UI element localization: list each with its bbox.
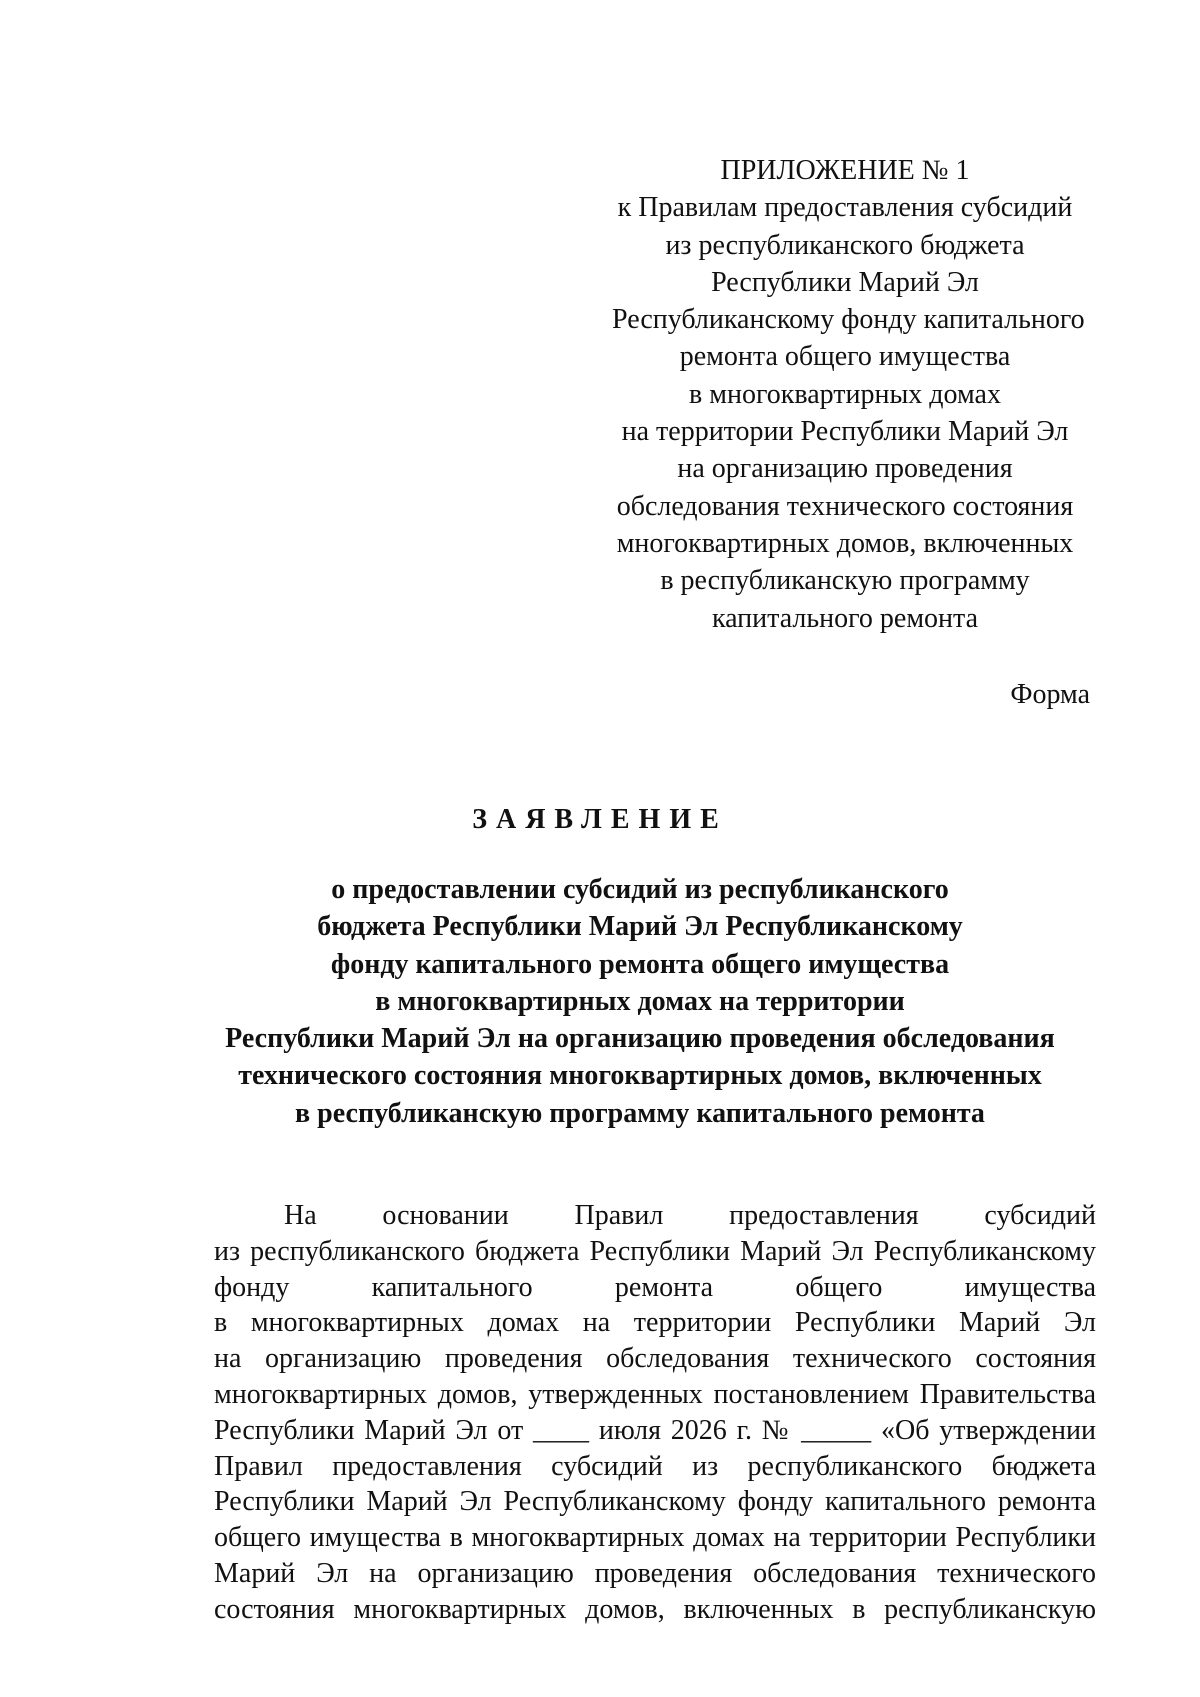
body-line: состояния многоквартирных домов, включенных в республиканскую — [214, 1593, 1096, 1625]
subtitle-line: фонду капитального ремонта общего имущества — [330, 948, 950, 980]
body-line: общего имущества в многоквартирных домах на территории Республики — [214, 1522, 1096, 1554]
appendix-line: многоквартирных домов, включенных — [616, 527, 1074, 559]
body-line: Марий Эл на организацию проведения обследования технического — [214, 1557, 1096, 1589]
subtitle-line: бюджета Республики Марий Эл Республиканскому — [317, 911, 963, 943]
body-line: Республики Марий Эл Республиканскому фонду капитального ремонта — [214, 1486, 1096, 1518]
appendix-line: в республиканскую программу — [660, 565, 1030, 597]
appendix-line: Республики Марий Эл — [711, 266, 979, 298]
appendix-line: ремонта общего имущества — [679, 341, 1011, 373]
appendix-line: Республиканскому фонду капитального — [612, 304, 1085, 336]
appendix-header — [612, 152, 1085, 637]
appendix-line: капитального ремонта — [711, 602, 979, 634]
appendix-line: обследования технического состояния — [616, 490, 1074, 522]
subtitle-line: в многоквартирных домах на территории — [375, 985, 905, 1017]
body-line: фонду капитального ремонта общего имущества — [214, 1271, 1096, 1303]
subtitle-line: Республики Марий Эл на организацию проведения обследования — [225, 1023, 1055, 1055]
body-paragraph — [214, 1198, 1096, 1628]
appendix-line: из республиканского бюджета — [665, 229, 1025, 261]
body-line: многоквартирных домов, утвержденных постановлением Правительства — [214, 1378, 1096, 1410]
body-line: из республиканского бюджета Республики Марий Эл Республиканскому — [214, 1235, 1096, 1267]
appendix-line: на организацию проведения — [677, 453, 1013, 485]
document-subtitle — [160, 871, 1120, 1132]
subtitle-line: о предоставлении субсидий из республиканского — [331, 874, 949, 905]
appendix-line: ПРИЛОЖЕНИЕ № 1 — [720, 155, 970, 186]
body-line: Республики Марий Эл от ____ июля 2026 г. № _____ «Об утверждении — [214, 1414, 1096, 1446]
form-label: Форма — [1010, 679, 1090, 710]
subtitle-line: в республиканскую программу капитального ремонта — [295, 1097, 985, 1129]
body-line: в многоквартирных домах на территории Республики Марий Эл — [214, 1307, 1096, 1339]
document-title: ЗАЯВЛЕНИЕ — [472, 804, 728, 835]
body-line: На основании Правил предоставления субсидий — [284, 1200, 1096, 1231]
appendix-line: на территории Республики Марий Эл — [621, 416, 1069, 448]
appendix-line: к Правилам предоставления субсидий — [617, 192, 1073, 224]
subtitle-line: технического состояния многоквартирных домов, включенных — [238, 1060, 1042, 1092]
appendix-line: в многоквартирных домах — [689, 378, 1001, 410]
body-line: Правил предоставления субсидий из республиканского бюджета — [214, 1450, 1096, 1482]
body-line: на организацию проведения обследования технического состояния — [214, 1343, 1096, 1375]
